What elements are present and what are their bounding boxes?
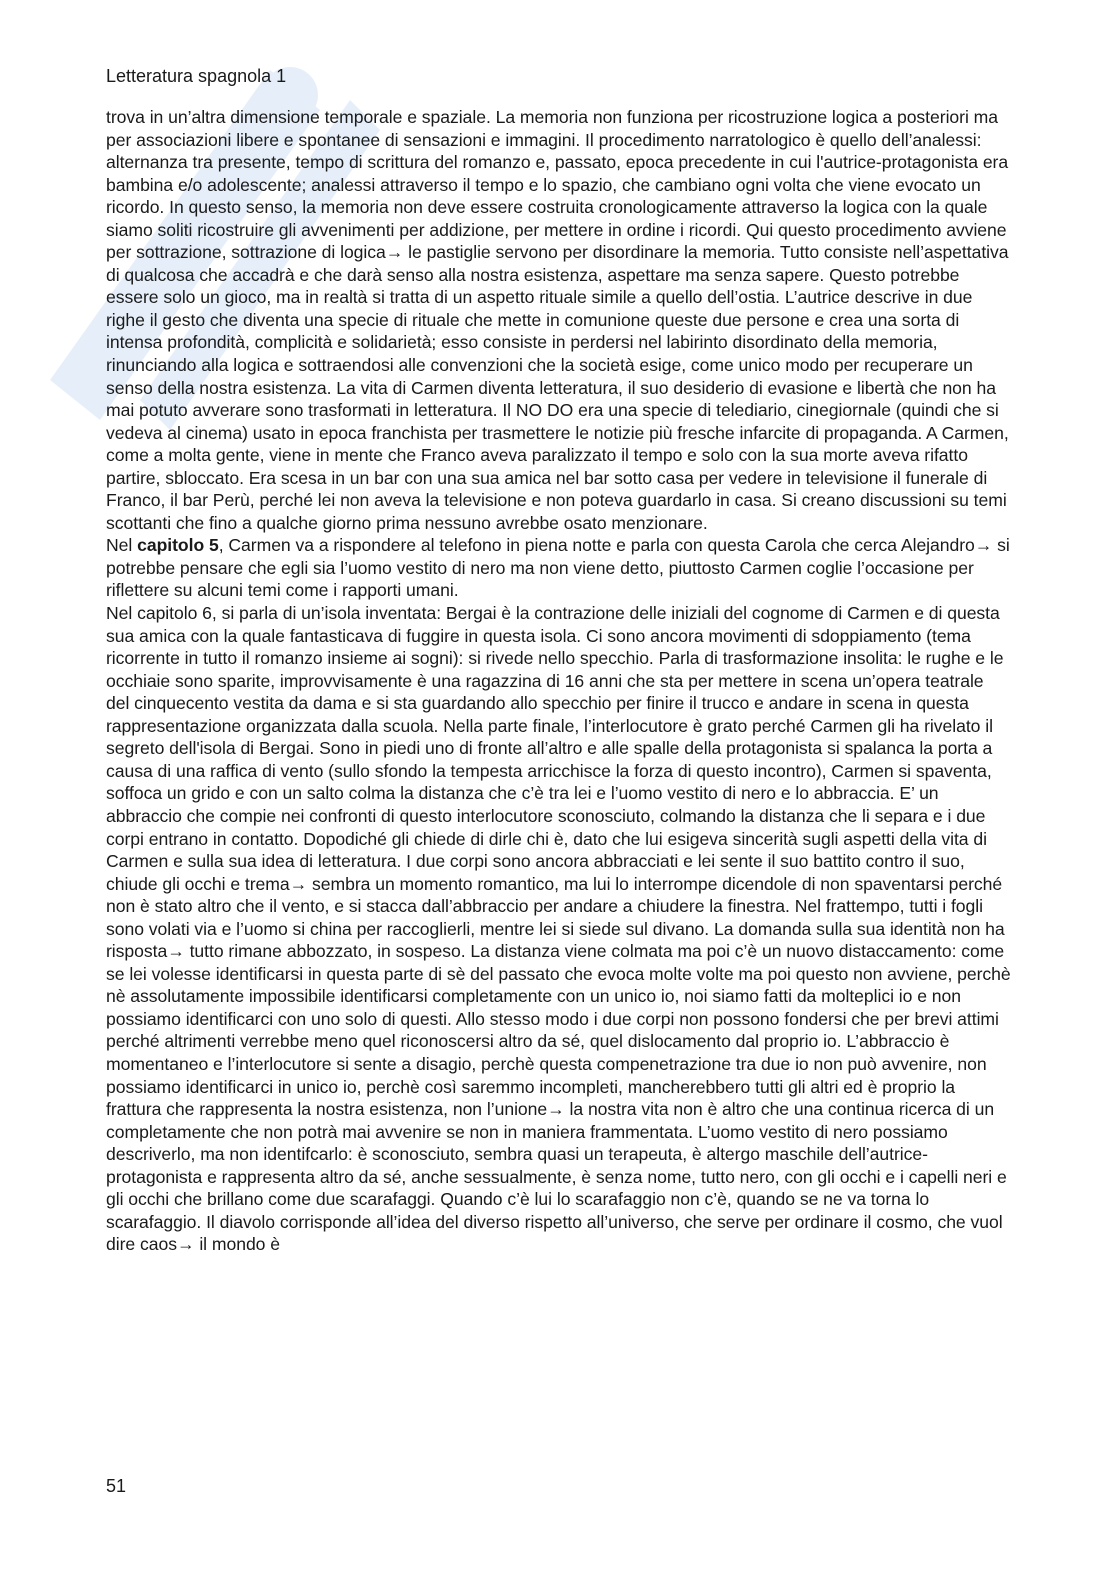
paragraph-prefix: Nel bbox=[106, 535, 138, 556]
body-paragraph: Nel capitolo 6, si parla di un’isola inventata: Bergai è la contrazione delle iniziali del cognome di Carmen e di questa sua amica con la quale fantasticava di fuggire in questa isola. Ci sono ancora movimenti di sdoppiamento (tema ricorrente in tutto il romanzo insieme ai sogni): si rivede nello specchio. Parla di trasformazione insolita: le rughe e le occhiaie sono sparite, improvvisamente è una ragazzina di 16 anni che sta per mettere in scena un’opera teatrale del cinquecento vestita da dama e si sta guardando allo specchio per finire il trucco e andare in scena in questa rappresentazione organizzata dalla scuola. Nella parte finale, l’interlocutore è grato perché Carmen gli ha rivelato il segreto dell'isola di Bergai. Sono in piedi uno di fronte all’altro e alle spalle della protagonista si spalanca la porta a causa di una raffica di vento (sullo sfondo la tempesta arricchisce la forza di questo incontro), Carmen si spaventa, soffoca un grido e con un salto colma la distanza che c’è tra lei e l’uomo vestito di nero e lo abbraccia. E’ un abbraccio che compie nei confronti di questo interlocutore sconosciuto, colmando la distanza che li separa e i due corpi entrano in contatto. Dopodiché gli chiede di dirle chi è, dato che lui esigeva sincerità sugli aspetti della vita di Carmen e sulla sua idea di letteratura. I due corpi sono ancora abbracciati e lei sente il suo battito contro il suo, chiude gli occhi e trema→ sembra un momento romantico, ma lui lo interrompe dicendole di non spaventarsi perché non è stato altro che il vento, e si stacca dall’abbraccio per andare a chiudere la finestra. Nel frattempo, tutti i fogli sono volati via e l’uomo si china per raccoglierli, mentre lei si siede sul divano. La domanda sulla sua identità non ha risposta→ tutto rimane abbozzato, in sospeso. La distanza viene colmata ma poi c’è un nuovo distaccamento: come se lei volesse identificarsi in questa parte di sè del passato che evoca molte volte ma poi questo non avviene, perchè nè assolutamente impossibile identificarsi completamente con un unico io, noi siamo fatti da molteplici io e non possiamo identificarci con uno solo di questi. Allo stesso modo i due corpi non possono fondersi che per brevi attimi perché altrimenti verrebbe meno quel riconoscersi altro da sé, quel dislocamento dal proprio io. L’abbraccio è momentaneo e l’interlocutore si sente a disagio, perchè questa compenetrazione tra due io non può avvenire, non possiamo identificarci in unico io, perchè così saremmo incompleti, mancherebbero tutti gli altri ed è proprio la frattura che rappresenta la nostra esistenza, non l’unione→ la nostra vita non è altro che una continua ricerca di un completamente che non potrà mai avvenire se non in maniera frammentata. L’uomo vestito di nero possiamo descriverlo, ma non identifcarlo: è sconosciuto, sembra quasi un terapeuta, è altergo maschile dell’autrice-protagonista e rappresenta altro da sé, anche sessualmente, è senza nome, tutto nero, con gli occhi e i capelli neri e gli occhi che brillano come due scarafaggi. Quando c’è lui lo scarafaggio non c’è, quando se ne va torna lo scarafaggio. Il diavolo corrisponde all’idea del diverso rispetto all’universo, che serve per ordinare il cosmo, che vuol dire caos→ il mondo è bbox=[106, 603, 1011, 1255]
paragraph-text: , Carmen va a rispondere al telefono in piena notte e parla con questa Carola che cerca Alejandro→ si potrebbe pensare che egli sia l’uomo vestito di nero ma non viene detto, piuttosto Carmen coglie l’occasione per riflettere su alcuni temi come i rapporti umani. bbox=[106, 535, 1010, 601]
body-paragraph: trova in un’altra dimensione temporale e spaziale. La memoria non funziona per ricostruzione logica a posteriori ma per associazioni libere e spontanee di sensazioni e immagini. Il procedimento narratologico è quello dell’analessi: alternanza tra presente, tempo di scrittura del romanzo e, passato, epoca precedente in cui l'autrice-protagonista era bambina e/o adolescente; analessi attraverso il tempo e lo spazio, che cambiano ogni volta che viene evocato un ricordo. In questo senso, la memoria non deve essere costruita cronologicamente attraverso la logica con la quale siamo soliti ricostruire gli avvenimenti per addizione, per mettere in ordine i ricordi. Qui questo procedimento avviene per sottrazione, sottrazione di logica→ le pastiglie servono per disordinare la memoria. Tutto consiste nell’aspettativa di qualcosa che accadrà e che darà senso alla nostra esistenza, aspettare ma senza sapere. Questo potrebbe essere solo un gioco, ma in realtà si tratta di un aspetto rituale simile a quello dell’ostia. L’autrice descrive in due righe il gesto che diventa una specie di rituale che mette in comunione queste due persone e crea una sorta di intensa profondità, complicità e solidarietà; esso consiste in perdersi nel labirinto disordinato della memoria, rinunciando alla logica e sottraendosi alle convenzioni che la società esige, come unico modo per recuperare un senso della nostra esistenza. La vita di Carmen diventa letteratura, il suo desiderio di evasione e libertà che non ha mai potuto avverare sono trasformati in letteratura. Il NO DO era una specie di telediario, cinegiornale (quindi che si vedeva al cinema) usato in epoca franchista per trasmettere le notizie più fresche infarcite di propaganda. A Carmen, come a molta gente, viene in mente che Franco aveva paralizzato il tempo e solo con la sua morte aveva rifatto partire, sbloccato. Era scesa in un bar con una sua amica nel bar sotto casa per vedere in televisione il funerale di Franco, il bar Perù, perché lei non aveva la televisione e non poteva guardarlo in casa. Si creano discussioni su temi scottanti che fino a qualche giorno prima nessuno avrebbe osato menzionare. bbox=[106, 107, 1009, 533]
page-number: 51 bbox=[106, 1476, 127, 1496]
body-paragraph bbox=[106, 534, 1011, 602]
page-header: Letteratura spagnola 1 bbox=[106, 66, 287, 86]
chapter-heading: capitolo 5 bbox=[137, 535, 219, 556]
document-body bbox=[106, 106, 1011, 1256]
